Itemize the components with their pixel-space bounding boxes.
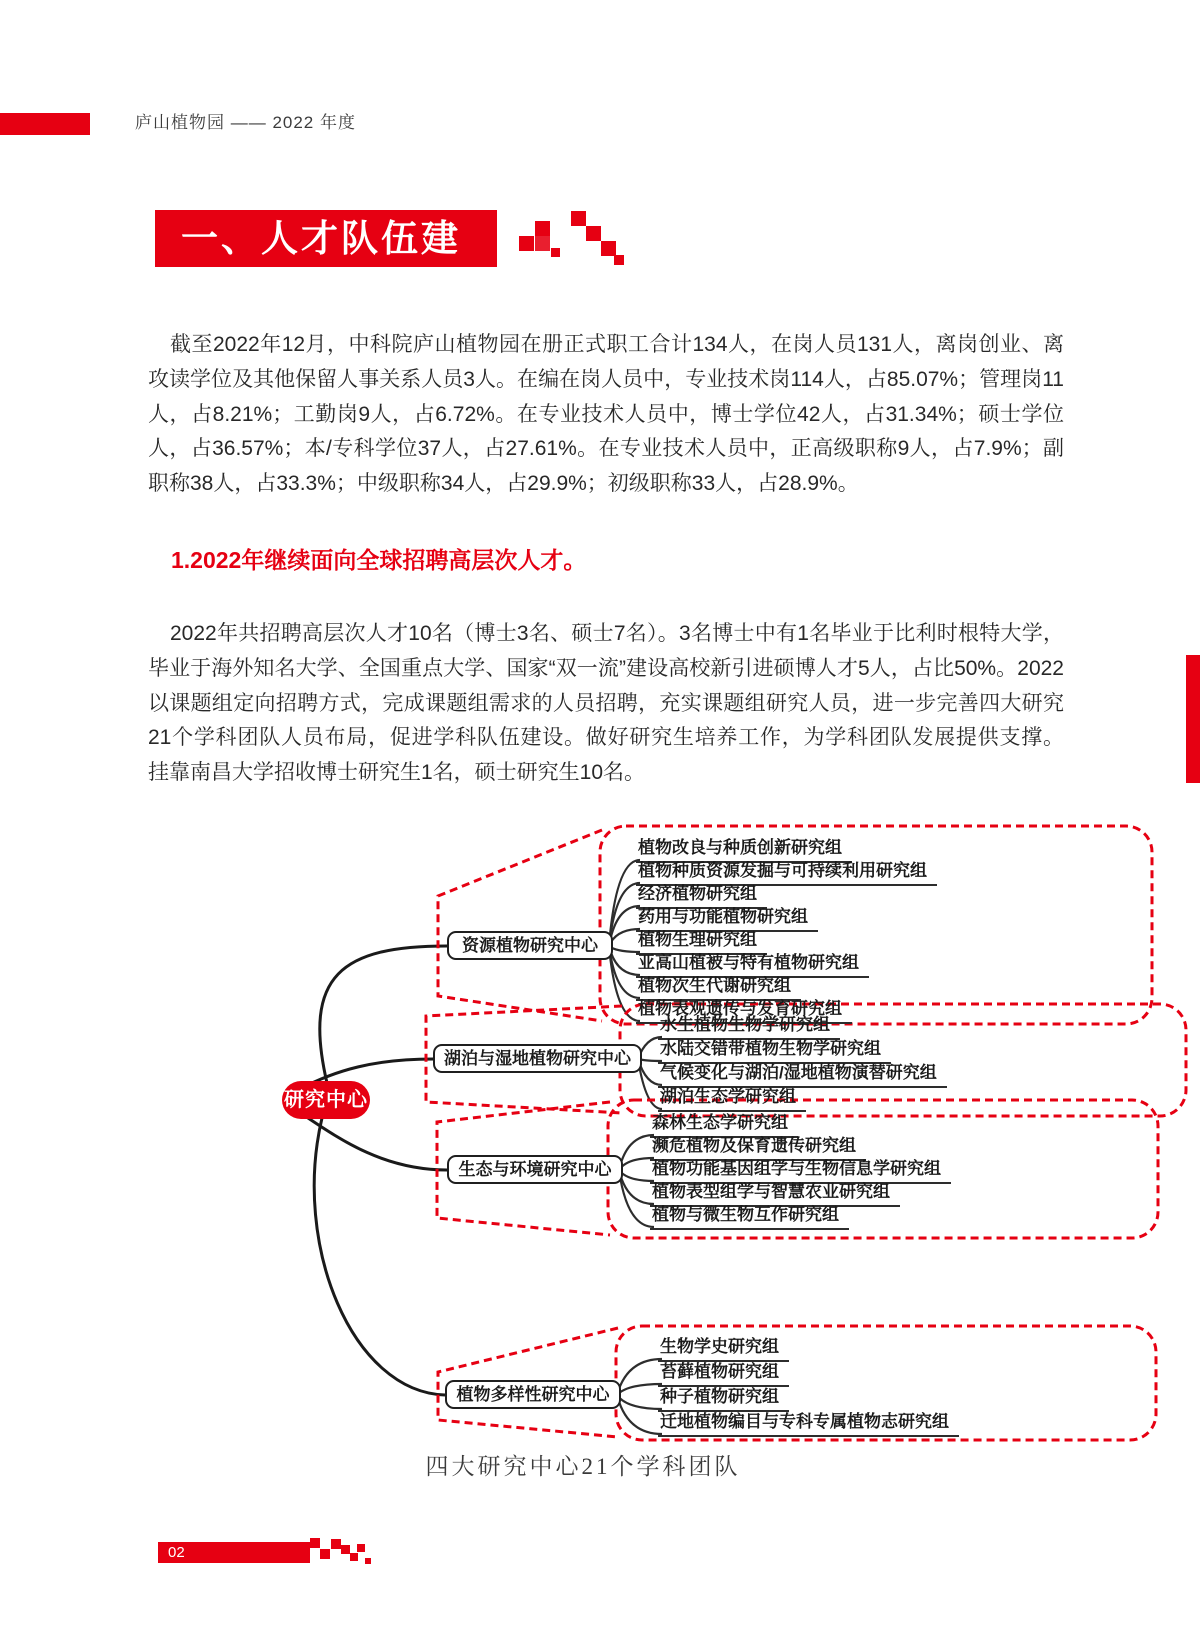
mindmap-branch-node: 资源植物研究中心 xyxy=(447,931,613,960)
mindmap-leaf-node: 药用与功能植物研究组 xyxy=(636,907,818,932)
mindmap-leaf-node: 森林生态学研究组 xyxy=(650,1113,798,1138)
mindmap-leaf-node: 植物表观遗传与发育研究组 xyxy=(636,999,852,1024)
page-header-title: 庐山植物园 —— 2022 年度 xyxy=(135,113,356,132)
header-red-bar xyxy=(0,113,90,135)
mindmap-leaf-node: 经济植物研究组 xyxy=(636,884,767,909)
section-banner xyxy=(155,210,497,316)
mindmap-branch-node: 植物多样性研究中心 xyxy=(445,1380,621,1409)
mindmap-leaf-node: 植物表型组学与智慧农业研究组 xyxy=(650,1182,900,1207)
mindmap-leaf-node: 植物功能基因组学与生物信息学研究组 xyxy=(650,1159,951,1184)
footer-page-bar xyxy=(158,1542,310,1563)
mindmap-leaf-node: 植物与微生物互作研究组 xyxy=(650,1205,849,1230)
figure-caption: 四大研究中心21个学科团队 xyxy=(425,1454,741,1479)
mindmap-leaf-node: 苔藓植物研究组 xyxy=(658,1362,789,1387)
paragraph-line: 以课题组定向招聘方式，完成课题组需求的人员招聘，充实课题组研究人员，进一步完善四大研究 xyxy=(148,691,1064,715)
mindmap-leaf-node: 湖泊生态学研究组 xyxy=(658,1087,806,1112)
mindmap-leaf-node: 植物次生代谢研究组 xyxy=(636,976,801,1001)
mindmap-leaf-node: 植物生理研究组 xyxy=(636,930,767,955)
mindmap-leaf-node: 水生植物生物学研究组 xyxy=(658,1015,840,1040)
paragraph-line: 2022年共招聘高层次人才10名（博士3名、硕士7名）。3名博士中有1名毕业于比利时根特大学， xyxy=(170,622,1064,645)
mindmap-branch-node: 湖泊与湿地植物研究中心 xyxy=(433,1044,642,1073)
paragraph-line: 攻读学位及其他保留人事关系人员3人。在编在岗人员中，专业技术岗114人，占85.07%；管理岗11 xyxy=(148,367,1064,391)
paragraph-line: 毕业于海外知名大学、全国重点大学、国家“双一流”建设高校新引进硕博人才5人，占比50%。2022 xyxy=(148,656,1064,680)
mindmap-leaf-node: 植物改良与种质创新研究组 xyxy=(636,838,852,863)
mindmap-leaf-node: 生物学史研究组 xyxy=(658,1337,789,1362)
paragraph-line: 职称38人，占33.3%；中级职称34人，占29.9%；初级职称33人，占28.9%。 xyxy=(148,472,859,496)
intro-paragraph xyxy=(148,328,1064,502)
recruit-paragraph xyxy=(148,617,1064,791)
mindmap-leaf-node: 气候变化与湖泊/湿地植物演替研究组 xyxy=(658,1063,947,1088)
mindmap-root-node: 研究中心 xyxy=(282,1081,370,1119)
mindmap-branch-node: 生态与环境研究中心 xyxy=(447,1155,623,1184)
paragraph-line: 截至2022年12月，中科院庐山植物园在册正式职工合计134人，在岗人员131人，离岗创业、离 xyxy=(170,333,1064,356)
mindmap-leaf-node: 迁地植物编目与专科专属植物志研究组 xyxy=(658,1412,959,1437)
paragraph-line: 人，占8.21%；工勤岗9人，占6.72%。在专业技术人员中，博士学位42人，占31.34%；硕士学位 xyxy=(148,402,1064,426)
paragraph-line: 21个学科团队人员布局，促进学科队伍建设。做好研究生培养工作，为学科团队发展提供支撑。 xyxy=(148,726,1064,750)
page-number: 02 xyxy=(168,1544,185,1561)
mindmap-leaf-node: 亚高山植被与特有植物研究组 xyxy=(636,953,869,978)
subsection-title: 1.2022年继续面向全球招聘高层次人才。 xyxy=(171,547,587,573)
mindmap-leaf-node: 种子植物研究组 xyxy=(658,1387,789,1412)
mindmap-leaf-node: 水陆交错带植物生物学研究组 xyxy=(658,1039,891,1064)
section-title: 一、人才队伍建设 xyxy=(181,218,461,316)
page-edge-red-strip xyxy=(1186,655,1200,783)
paragraph-line: 挂靠南昌大学招收博士研究生1名，硕士研究生10名。 xyxy=(148,761,646,785)
mindmap-leaf-node: 植物种质资源发掘与可持续利用研究组 xyxy=(636,861,937,886)
paragraph-line: 人，占36.57%；本/专科学位37人，占27.61%。在专业技术人员中，正高级职称9人，占7.9%；副 xyxy=(148,437,1064,461)
mindmap-leaf-node: 濒危植物及保育遗传研究组 xyxy=(650,1136,866,1161)
